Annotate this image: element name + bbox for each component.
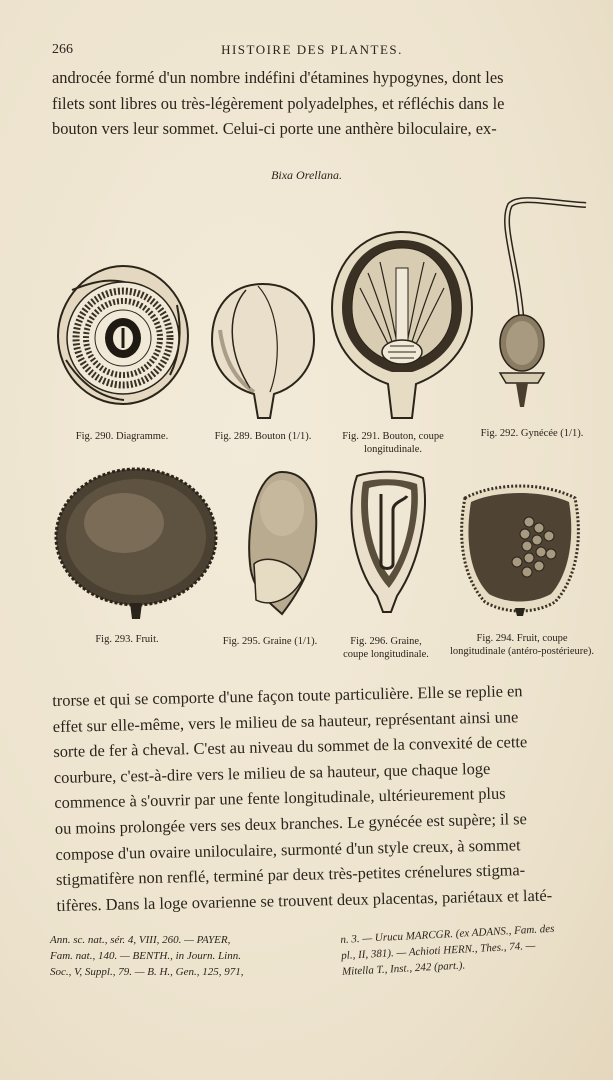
plate-title: Bixa Orellana. [271,168,342,182]
text-line: androcée formé d'un nombre indéfini d'étamines hypogynes, dont les [52,68,504,87]
footnote-line: n. 3. — Urucu MARCGR. (ex ADANS., Fam. des [340,922,555,946]
text-line: tifères. Dans la loge ovarienne se trouvent deux placentas, pariétaux et laté- [56,885,553,915]
figure-295-caption: Fig. 295. Graine (1/1). [222,636,318,647]
footnote-line: pl., II, 381). — Achioti HERN., Thes., 74. — [340,939,536,962]
gynoecium-illustration [490,195,590,413]
text-line: bouton vers leur sommet. Celui-ci porte une anthère biloculaire, ex- [52,119,497,139]
page-number: 266 [52,42,73,57]
figure-296-seed-section [345,470,429,614]
figure-292-caption: Fig. 292. Gynécée (1/1). [480,428,584,439]
fruit-illustration [52,465,220,623]
figure-293-caption: Fig. 293. Fruit. [95,634,159,645]
figure-289-caption: Fig. 289. Bouton (1/1). [214,431,312,442]
figure-291-bud-section [330,228,474,422]
footnote-line: Ann. sc. nat., sér. 4, VIII, 260. — PAYER, [50,934,231,946]
seed-illustration [242,468,322,618]
body-text-bottom [52,677,593,919]
figure-293-fruit [52,465,220,623]
figure-291-caption: Fig. 291. Bouton, coupe longitudinale. [342,431,444,455]
bud-illustration [210,280,316,422]
footnote-line: Soc., V, Suppl., 79. — B. H., Gen., 125, 971, [50,966,244,978]
text-line: courbure, c'est-à-dire vers le milieu de sa hauteur, que chaque loge [53,758,491,787]
figure-290-diagram [52,260,194,410]
text-line: filets sont libres ou très-légèrement polyadelphes, et réfléchis dans le [52,93,505,113]
page-header [52,42,572,62]
text-line: effet sur elle-même, vers le milieu de sa hauteur, représentant ainsi une [52,706,519,736]
footnote-line: Fam. nat., 140. — BENTH., in Journ. Linn. [50,950,241,962]
bud-section-illustration [330,228,474,422]
footnotes-right [340,921,556,980]
text-line: compose d'un ovaire uniloculaire, surmonté d'un style creux, à sommet [55,834,521,864]
figure-290-caption: Fig. 290. Diagramme. [75,431,169,442]
figure-292-gynoecium [490,195,590,413]
figure-294-caption: Fig. 294. Fruit, coupe longitudinale (antéro-postérieure). [449,633,595,657]
figure-295-seed [242,468,322,618]
text-line: commence à s'ouvrir par une fente longitudinale, ultérieurement plus [54,783,506,813]
figure-289-bud [210,280,316,422]
fruit-section-illustration [455,478,585,618]
seed-section-illustration [345,470,429,614]
text-line: trorse et qui se comporte d'une façon toute particulière. Elle se replie en [52,681,523,710]
footnote-line: Mitella T., Inst., 242 (part.). [341,959,466,978]
figure-294-fruit-section [455,478,585,618]
text-line: ou moins prolongée vers ses deux branches. Le gynécée est supère; il se [54,809,528,838]
figure-296-caption: Fig. 296. Graine, coupe longitudinale. [343,636,429,660]
floral-diagram-illustration [52,260,194,410]
footnotes-left [50,932,244,980]
text-line: sorte de fer à cheval. C'est au niveau du sommet de la convexité de cette [53,732,528,762]
running-head: HISTOIRE DES PLANTES. [221,42,403,57]
body-text-top [52,65,588,142]
text-line: stigmatifère non renflé, terminé par deux très-petites crénelures stigma- [55,860,526,890]
